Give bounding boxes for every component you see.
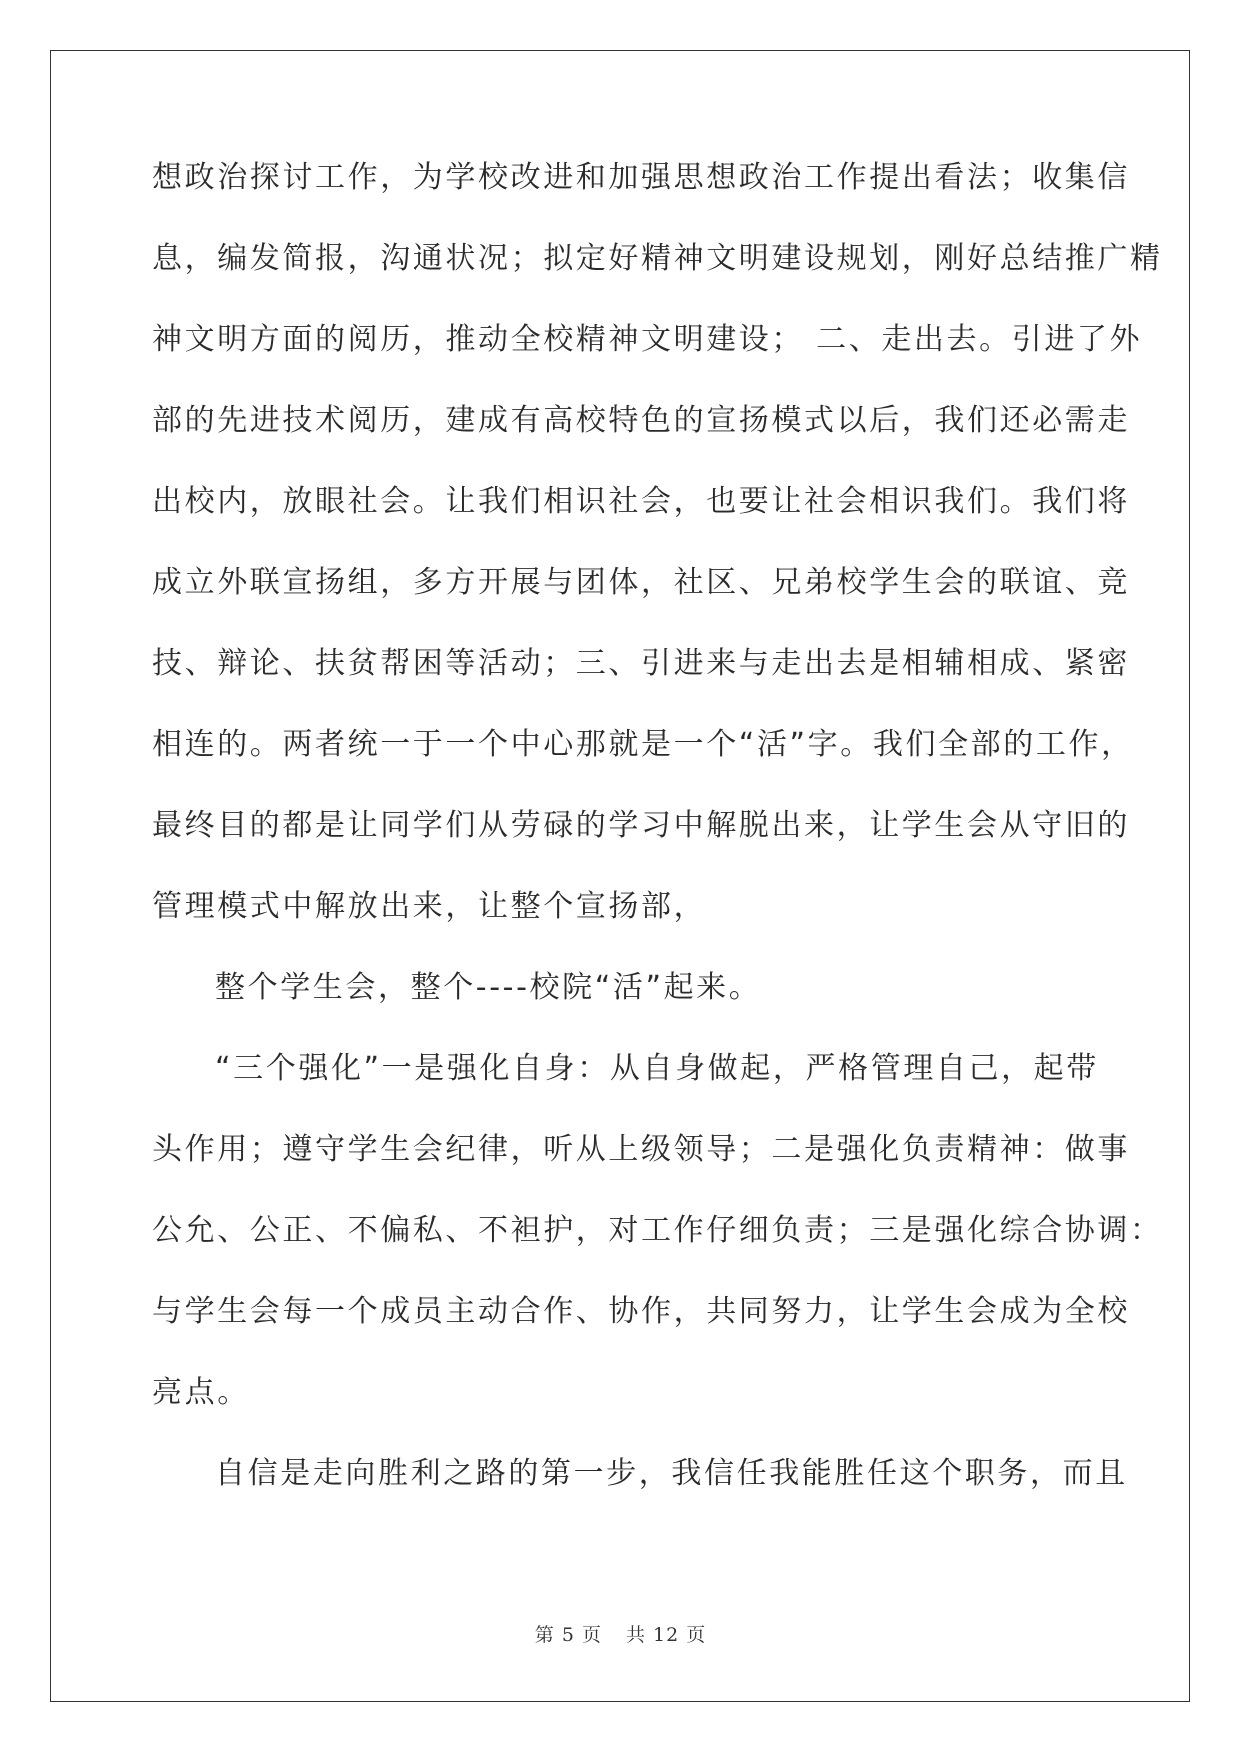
text-line: 相连的。两者统一于一个中心那就是一个“活”字。我们全部的工作， bbox=[152, 727, 1134, 762]
text-line: 最终目的都是让同学们从劳碌的学习中解脱出来，让学生会从守旧的 bbox=[152, 808, 1130, 843]
text-line: 部的先进技术阅历，建成有高校特色的宣扬模式以后，我们还必需走 bbox=[152, 403, 1130, 438]
paragraph-start-line: 整个学生会，整个----校院“活”起来。 bbox=[215, 970, 762, 1005]
text-line: 亮点。 bbox=[152, 1375, 250, 1410]
text-line: 技、辩论、扶贫帮困等活动；三、引进来与走出去是相辅相成、紧密 bbox=[152, 646, 1130, 681]
document-body bbox=[152, 158, 1163, 1535]
page-total: 共 12 页 bbox=[625, 1624, 707, 1646]
text-line: 公允、公正、不偏私、不袒护，对工作仔细负责；三是强化综合协调： bbox=[152, 1213, 1163, 1248]
page-footer bbox=[0, 1620, 1241, 1647]
text-line: 想政治探讨工作，为学校改进和加强思想政治工作提出看法；收集信 bbox=[152, 160, 1130, 195]
page-number: 第 5 页 bbox=[534, 1624, 602, 1646]
text-line: 与学生会每一个成员主动合作、协作，共同努力，让学生会成为全校 bbox=[152, 1294, 1130, 1329]
paragraph-start-line: 自信是走向胜利之路的第一步，我信任我能胜任这个职务，而且 bbox=[215, 1456, 1128, 1491]
text-line: 出校内，放眼社会。让我们相识社会，也要让社会相识我们。我们将 bbox=[152, 484, 1130, 519]
text-line: 管理模式中解放出来，让整个宣扬部， bbox=[152, 889, 707, 924]
paragraph-start-line: “三个强化”一是强化自身：从自身做起，严格管理自己，起带 bbox=[215, 1051, 1099, 1086]
text-line: 息，编发简报，沟通状况；拟定好精神文明建设规划，刚好总结推广精 bbox=[152, 241, 1163, 276]
text-line: 头作用；遵守学生会纪律，听从上级领导；二是强化负责精神：做事 bbox=[152, 1132, 1130, 1167]
text-line: 成立外联宣扬组，多方开展与团体，社区、兄弟校学生会的联谊、竞 bbox=[152, 565, 1130, 600]
text-line: 神文明方面的阅历，推动全校精神文明建设； 二、走出去。引进了外 bbox=[152, 322, 1143, 357]
